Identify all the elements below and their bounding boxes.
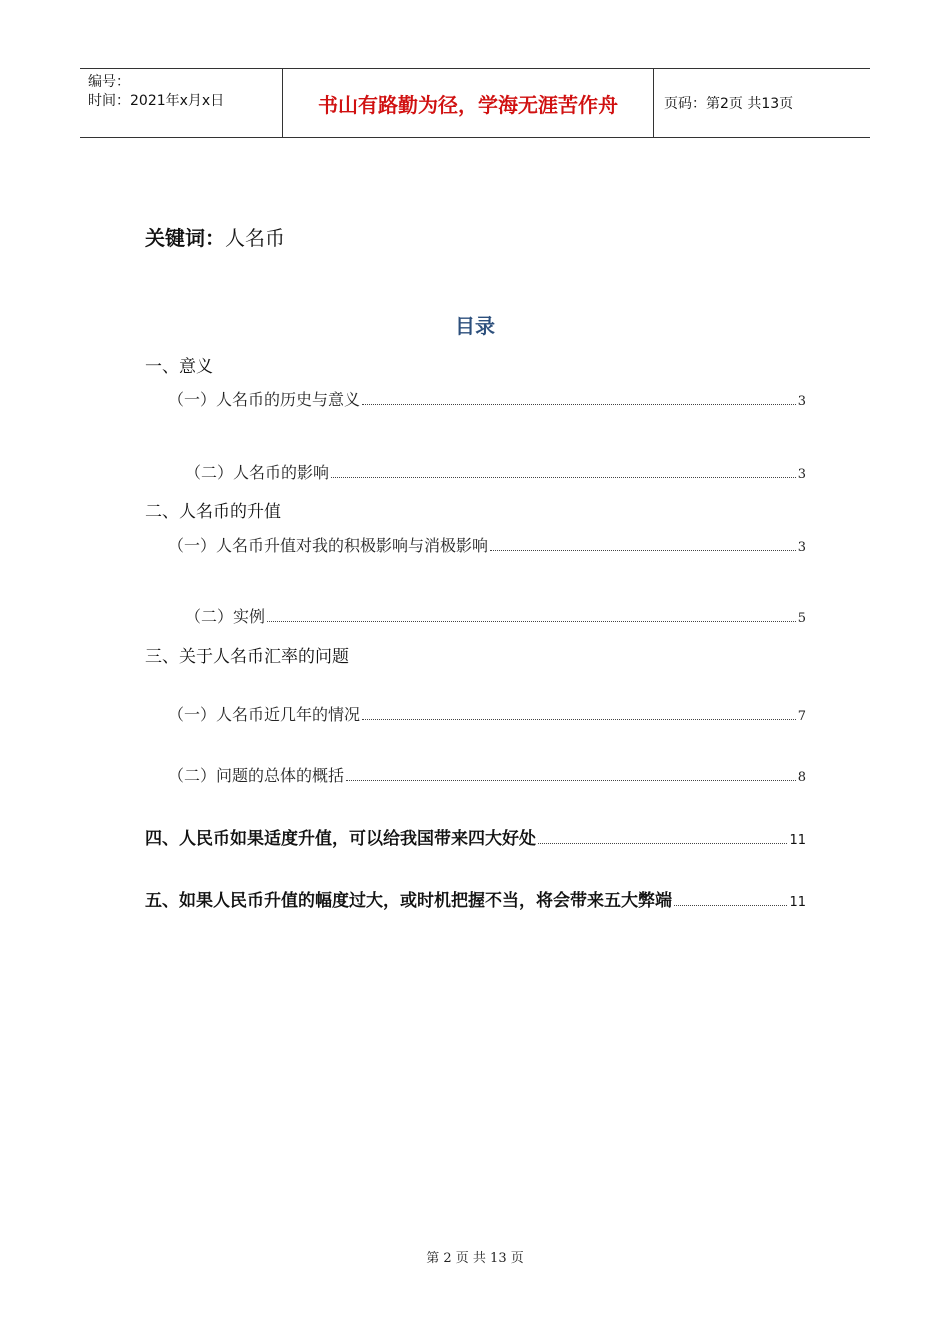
toc-entry[interactable] — [185, 460, 806, 483]
time-label: 时间：2021年x月x日 — [88, 93, 225, 109]
toc-entry[interactable] — [168, 763, 806, 786]
toc-entry-page: 8 — [797, 770, 806, 785]
header-meta — [80, 69, 282, 137]
toc-leader-dots — [362, 718, 796, 720]
toc-entry-label: （一）人名币升值对我的积极影响与消极影响 — [168, 536, 489, 555]
toc-leader-dots — [362, 403, 796, 405]
toc-entry-label: （一）人名币近几年的情况 — [168, 705, 361, 724]
keywords-label: 关键词： — [145, 226, 225, 250]
toc-leader-dots — [346, 779, 796, 781]
toc-entry-page: 7 — [797, 709, 806, 724]
header-motto: 书山有路勤为径，学海无涯苦作舟 — [282, 69, 654, 137]
page-footer: 第 2 页 共 13 页 — [426, 1251, 524, 1266]
toc-entry-page: 3 — [797, 467, 806, 482]
toc-leader-dots — [490, 549, 796, 551]
toc-entry-page: 5 — [797, 611, 806, 626]
keywords — [145, 222, 285, 251]
toc-leader-dots — [267, 620, 796, 622]
toc-entry-label: （一）人名币的历史与意义 — [168, 390, 361, 409]
toc-entry-label: 五、如果人民币升值的幅度过大，或时机把握不当，将会带来五大弊端 — [145, 891, 672, 911]
toc-entry[interactable] — [185, 604, 806, 627]
toc-entry-page: 3 — [797, 540, 806, 555]
header-table — [80, 68, 870, 138]
toc-entry[interactable] — [168, 533, 806, 556]
toc-entry-bold[interactable] — [145, 886, 806, 911]
toc-section-heading: 一、意义 — [145, 357, 213, 377]
toc-entry-label: 四、人民币如果适度升值，可以给我国带来四大好处 — [145, 829, 536, 849]
toc-entry[interactable] — [168, 702, 806, 725]
toc-title: 目录 — [455, 314, 495, 338]
toc-entry-label: （二）问题的总体的概括 — [168, 766, 345, 785]
keywords-value: 人名币 — [225, 226, 285, 250]
toc-leader-dots — [331, 476, 796, 478]
toc-entry-page: 11 — [789, 833, 806, 848]
toc-leader-dots — [674, 904, 787, 906]
toc-entry-label: （二）人名币的影响 — [185, 463, 330, 482]
toc-entry-bold[interactable] — [145, 824, 806, 849]
toc-entry-page: 11 — [789, 895, 806, 910]
header-page-info: 页码：第2页 共13页 — [664, 96, 794, 112]
toc-section-heading: 二、人名币的升值 — [145, 502, 281, 522]
toc-section-heading: 三、关于人名币汇率的问题 — [145, 647, 349, 667]
number-label: 编号： — [88, 74, 130, 90]
toc-leader-dots — [538, 842, 787, 844]
toc-entry[interactable] — [168, 387, 806, 410]
toc-entry-page: 3 — [797, 394, 806, 409]
toc-entry-label: （二）实例 — [185, 607, 266, 626]
